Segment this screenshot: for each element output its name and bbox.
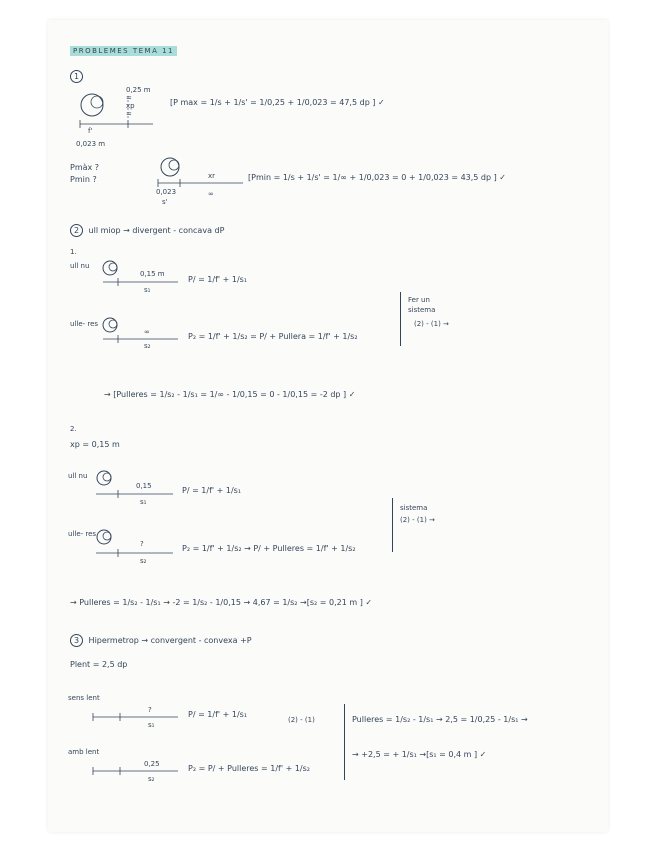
fig1-top-label: 0,25 m <box>126 86 151 94</box>
fig1-mid1: = <box>126 94 132 102</box>
part2-result: → Pulleres = 1/s₂ - 1/s₁ → -2 = 1/s₂ - 1/0,15 → 4,67 = 1/s₂ →[s₂ = 0,21 m ] ✓ <box>70 598 373 607</box>
problem-2-heading: ull miop → divergent - concava dP <box>88 226 225 235</box>
part1-row2-sub: s₂ <box>144 342 151 350</box>
p3-row1-sub: s₁ <box>148 721 155 729</box>
part1-side-note3: (2) - (1) → <box>414 320 449 328</box>
part2-row1-eq: P/ = 1/f' + 1/s₁ <box>182 486 242 495</box>
part1-row2-dist: ∞ <box>144 328 150 336</box>
p3-plent: Plent = 2,5 dp <box>70 660 128 669</box>
pmax-equation: [P max = 1/s + 1/s' = 1/0,25 + 1/0,023 = 47,5 dp ] ✓ <box>170 98 385 107</box>
part1-side-note1: Fer un <box>408 296 430 304</box>
page-title: PROBLEMES TEMA 11 <box>70 46 177 56</box>
p3-brace <box>344 704 345 780</box>
part1-row1-dist: 0,15 m <box>140 270 165 278</box>
fig1-mid2: xp <box>126 102 135 110</box>
p3-row2-dist: 0,25 <box>144 760 160 768</box>
p3-row2-sub: s₂ <box>148 775 155 783</box>
p3-row1-eq: P/ = 1/f' + 1/s₁ <box>188 710 248 719</box>
fig2-left-sub: s' <box>162 198 168 206</box>
part2-row2-sub: s₂ <box>140 557 147 565</box>
part1-side-note2: sistema <box>408 306 436 314</box>
part2-label: 2. <box>70 425 77 433</box>
p3-row1-dist: ? <box>148 706 152 714</box>
p3-row2-tag: amb lent <box>68 748 100 756</box>
part2-brace <box>392 498 393 552</box>
part2-xp: xp = 0,15 m <box>70 440 120 449</box>
problem-number-1: 1 <box>70 70 83 83</box>
part2-row2-dist: ? <box>140 540 144 548</box>
part1-row1-tag: ull nu <box>70 262 90 270</box>
part1-row2-eq: P₂ = 1/f' + 1/s₂ = P/ + Pullera = 1/f' + 1/s₂ <box>188 332 358 341</box>
part1-row1-sub: s₁ <box>144 286 151 294</box>
p3-side-eq1: Pulleres = 1/s₂ - 1/s₁ → 2,5 = 1/0,25 - 1/s₁ → <box>352 715 528 724</box>
fig1-left-label: f' <box>88 127 93 135</box>
fig2-right-sub: ∞ <box>208 190 214 198</box>
problem-number-2: 2 <box>70 224 83 237</box>
pmin-equation: [Pmin = 1/s + 1/s' = 1/∞ + 1/0,023 = 0 + 1/0,023 = 43,5 dp ] ✓ <box>248 173 506 182</box>
diagram-drawings <box>48 20 608 832</box>
p3-row2-eq: P₂ = P/ + Pulleres = 1/f' + 1/s₂ <box>188 764 310 773</box>
part2-side-note2: (2) - (1) → <box>400 516 435 524</box>
pmax-question: Pmàx ? <box>70 163 100 172</box>
fig2-top-label: xr <box>208 172 216 180</box>
part2-row1-tag: ull nu <box>68 472 88 480</box>
part2-row1-dist: 0,15 <box>136 482 152 490</box>
part1-label: 1. <box>70 248 77 256</box>
part2-side-note1: sistema <box>400 504 428 512</box>
problem-number-3: 3 <box>70 634 83 647</box>
problem-3-heading: Hipermetrop → convergent - convexa +P <box>88 636 252 645</box>
p3-side-eq2: → +2,5 = + 1/s₁ →[s₁ = 0,4 m ] ✓ <box>352 750 487 759</box>
fig1-mid3: = <box>126 110 132 118</box>
fig2-left-label: 0,023 <box>156 188 177 196</box>
part2-row2-eq: P₂ = 1/f' + 1/s₂ → P/ + Pulleres = 1/f' + 1/s₂ <box>182 544 356 553</box>
part1-result: → [Pulleres = 1/s₂ - 1/s₁ = 1/∞ - 1/0,15 = 0 - 1/0,15 = -2 dp ] ✓ <box>104 390 356 399</box>
p3-row1-tag: sens lent <box>68 694 100 702</box>
part1-row2-tag: ulle- res <box>70 320 99 328</box>
p3-row1-note: (2) - (1) <box>288 716 315 724</box>
part1-brace <box>400 292 401 346</box>
part1-row1-eq: P/ = 1/f' + 1/s₁ <box>188 275 248 284</box>
part2-row1-sub: s₁ <box>140 498 147 506</box>
notebook-page <box>48 20 608 832</box>
fig1-bottom-label: 0,023 m <box>76 140 106 148</box>
pmin-question: Pmin ? <box>70 175 97 184</box>
part2-row2-tag: ulle- res <box>68 530 97 538</box>
